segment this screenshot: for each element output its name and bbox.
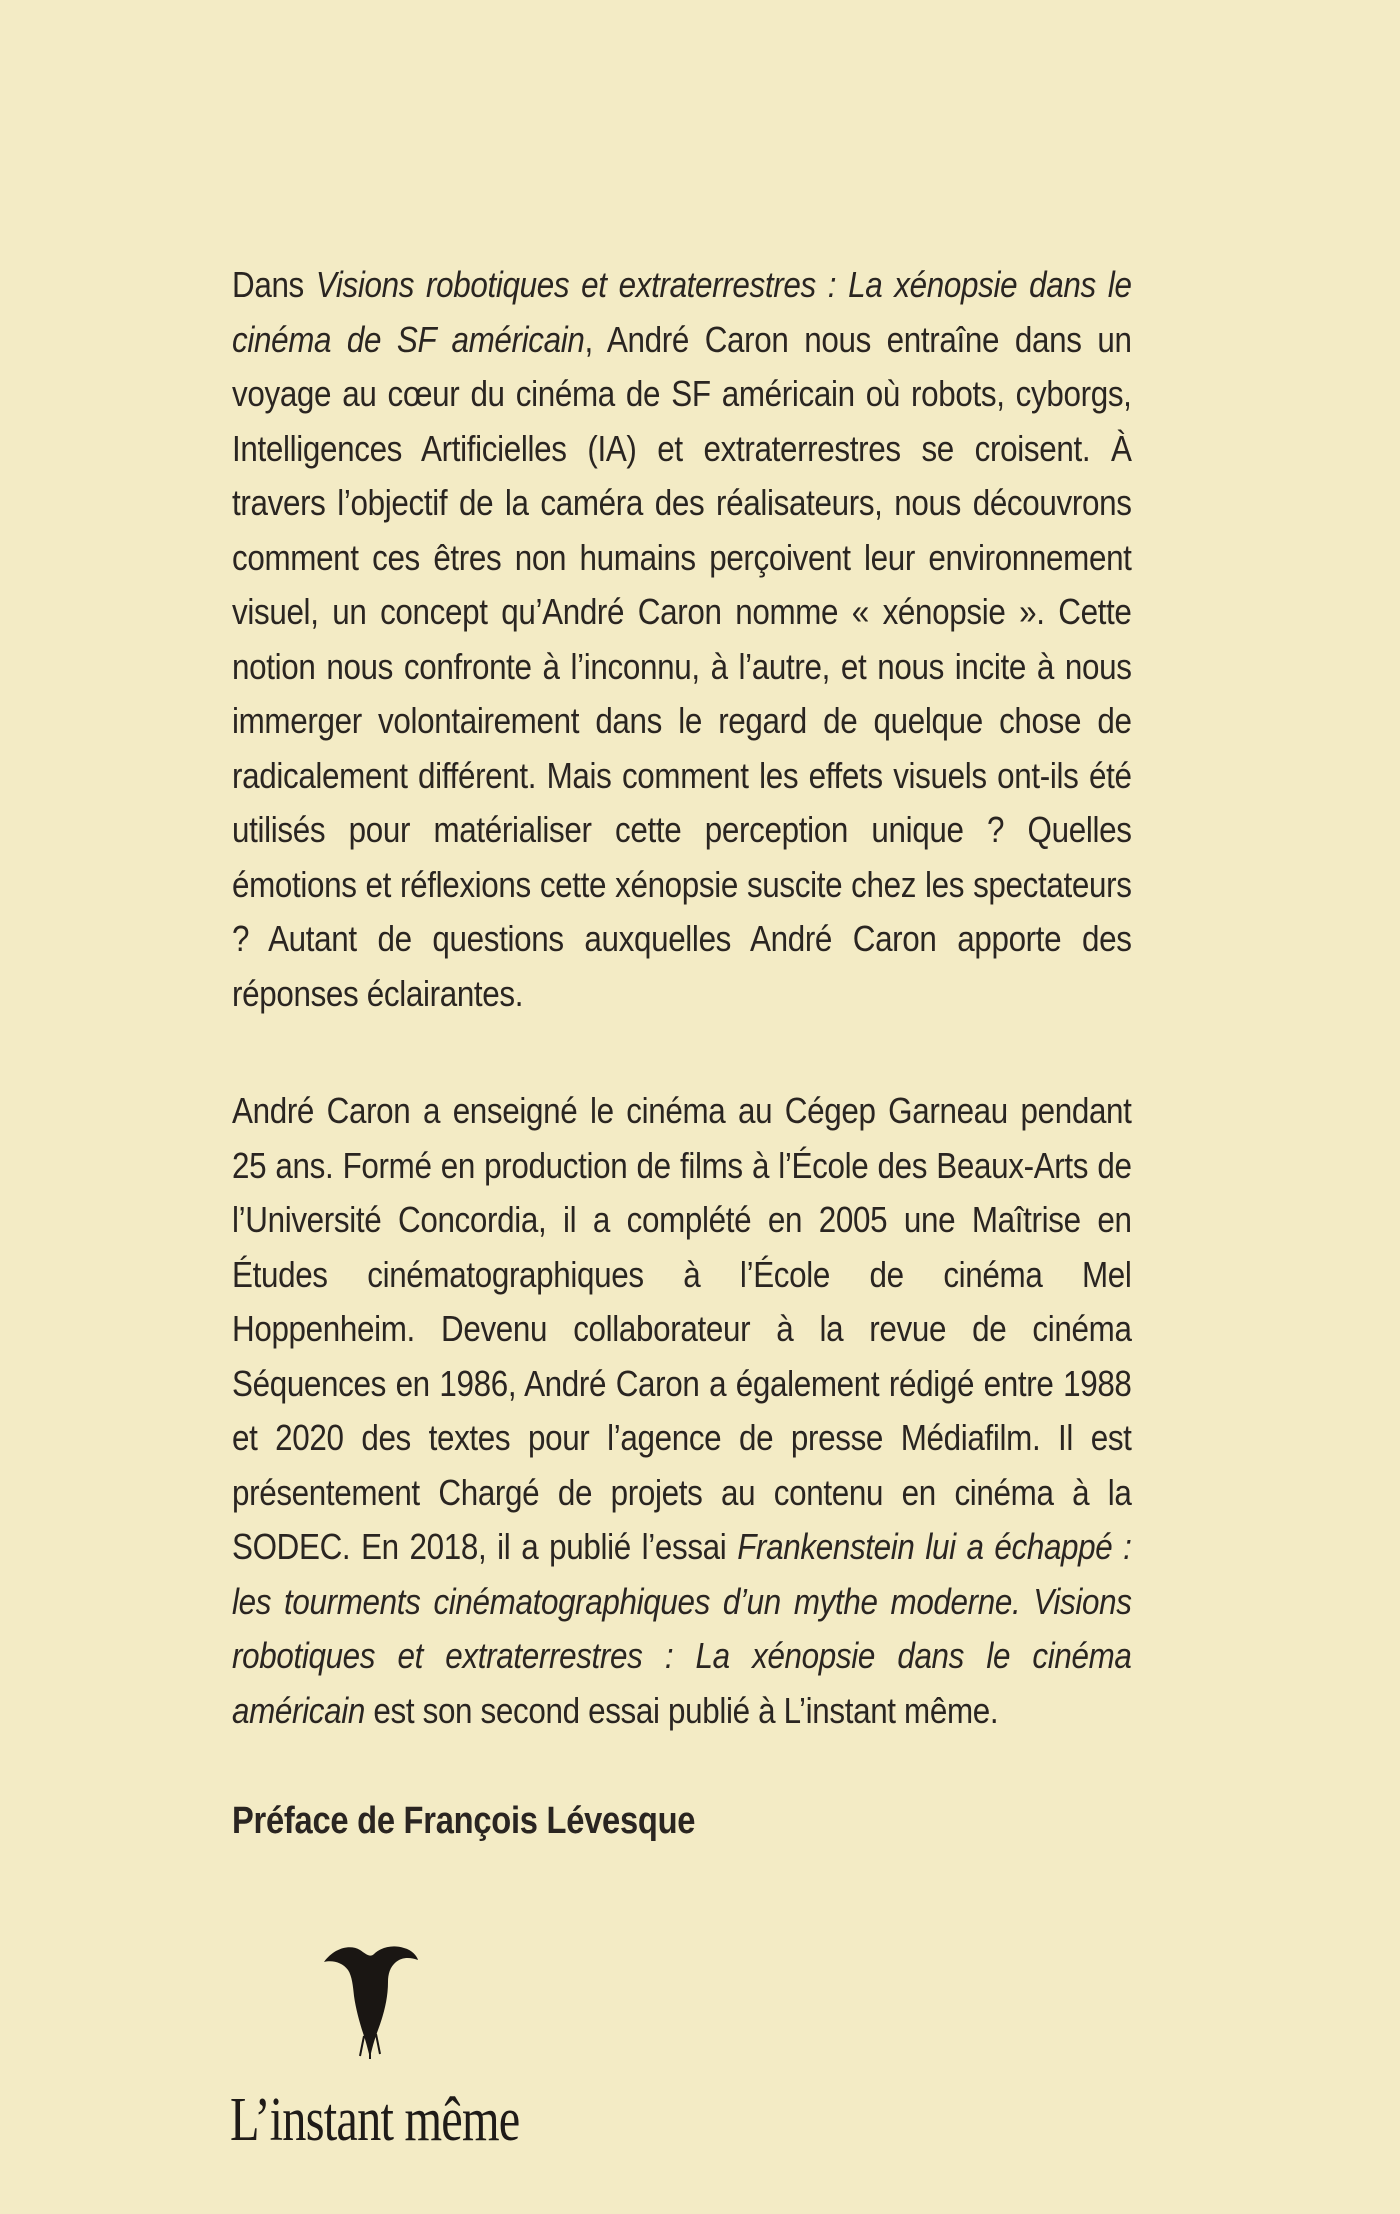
bio-book-title: Visions robotiques et extraterrestres : La xénopsie dans le cinéma américain <box>232 1580 1132 1731</box>
bio-part2: est son second essai publié à L’instant même. <box>364 1689 999 1731</box>
author-bio <box>232 1084 1132 1738</box>
bio-space <box>1020 1581 1033 1622</box>
bio-part1: André Caron a enseigné le cinéma au Cégep Garneau pendant 25 ans. Formé en production de films à l’École des Beaux-Arts de l’Université Concordia, il a complété en 2005 une Maîtrise en Études cinématographiques à l’École de cinéma Mel Hoppenheim. Devenu collaborateur à la revue de cinéma Séquences en 1986, André Caron a également rédigé entre 1988 et 2020 des textes pour l’agence de presse Médiafilm. Il est présentement Chargé de projets au contenu en cinéma à la SODEC. En 2018, il a publié l’essai <box>232 1090 1132 1567</box>
publisher-name: L’instant même <box>230 2086 520 2154</box>
summary-intro: Dans <box>232 264 316 305</box>
summary-paragraph <box>232 258 1132 1021</box>
bird-icon <box>320 1940 420 2060</box>
summary-body: , André Caron nous entraîne dans un voyage au cœur du cinéma de SF américain où robots, cyborgs, Intelligences Artificielles (IA) et extraterrestres se croisent. À travers l’objectif de la caméra des réalisateurs, nous découvrons comment ces êtres non humains perçoivent leur environnement visuel, un concept qu’André Caron nomme « xénopsie ». Cette notion nous confronte à l’inconnu, à l’autre, et nous incite à nous immerger volontairement dans le regard de quelque chose de radicalement différent. Mais comment les effets visuels ont-ils été utilisés pour matérialiser cette perception unique ? Quelles émotions et réflexions cette xénopsie suscite chez les spectateurs ? Autant de questions auxquelles André Caron apporte des réponses éclairantes. <box>232 318 1132 1014</box>
bio-previous-book-title: Frankenstein lui a échappé : les tourments cinématographiques d’un mythe moderne. <box>232 1526 1132 1622</box>
book-title: Visions robotiques et extraterrestres : La xénopsie dans le cinéma de SF américain <box>232 264 1132 360</box>
preface-credit: Préface de François Lévesque <box>232 1800 696 1842</box>
